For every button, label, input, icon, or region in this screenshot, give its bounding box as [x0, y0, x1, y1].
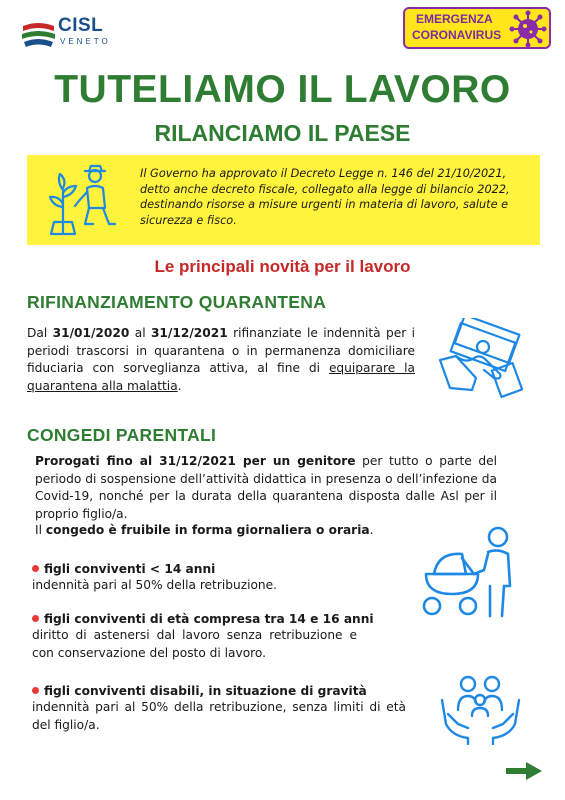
- badge-line1: EMERGENZA: [416, 12, 493, 26]
- bullet-dot: [32, 615, 39, 622]
- page-subtitle: RILANCIAMO IL PAESE: [154, 120, 411, 146]
- bullet-3-title: [32, 684, 367, 698]
- logo-name: CISL: [58, 15, 104, 36]
- q-underlined: equiparare la quarantena alla malattia: [27, 361, 415, 393]
- bullet-2-body: diritto di astenersi dal lavoro senza retribuzione e con conservazione del posto di lavoro.: [32, 628, 357, 660]
- quarantena-heading: RIFINANZIAMENTO QUARANTENA: [27, 292, 327, 312]
- fruibile-pre: Il: [35, 523, 46, 537]
- quarantena-text: [27, 325, 415, 395]
- bullet-1-title: [32, 562, 215, 576]
- q-text-4: .: [177, 378, 182, 393]
- bullet-dot: [32, 687, 39, 694]
- novita-heading: Le principali novità per il lavoro: [154, 257, 411, 276]
- bullet-2-title-text: figli conviventi di età compresa tra 14 e 16 anni: [44, 612, 374, 626]
- bullet-3-body: indennità pari al 50% della retribuzione, senza limiti di età del figlio/a.: [32, 700, 406, 732]
- bullet-3-title-text: figli conviventi disabili, in situazione di gravità: [44, 684, 367, 698]
- worker-plant-icon: [45, 162, 120, 240]
- intro-text: Il Governo ha approvato il Decreto Legge n. 146 del 21/10/2021, detto anche decreto fiscale, collegato alla legge di bilancio 2022, destinando risorse a misure urgenti in materia di lavoro, salute e sicurezza e fisco.: [140, 167, 510, 227]
- fruibile-post: .: [369, 523, 374, 537]
- stroller-parent-icon: [418, 524, 526, 620]
- q-text-1: Dal: [27, 326, 53, 340]
- congedi-heading: CONGEDI PARENTALI: [27, 425, 217, 445]
- bullet-dot: [32, 565, 39, 572]
- family-care-icon: [438, 670, 523, 745]
- q-text-3: rifinanziate le indennità per i periodi trascorsi in quarantena o in permanenza domiciliare fiduciaria con sorveglianza attiva, al fine di: [27, 326, 415, 375]
- badge-line2: CORONAVIRUS: [412, 28, 502, 42]
- q-date-to: 31/12/2021: [150, 326, 228, 340]
- arrow-right-icon[interactable]: [506, 762, 542, 780]
- page-title: TUTELIAMO IL LAVORO: [54, 68, 511, 111]
- q-text-2: al: [129, 326, 151, 340]
- money-hand-icon: [436, 318, 531, 398]
- congedi-rest: per tutto o parte del periodo di sospensione dell’attività didattica in presenza o dell’infezione da Covid-19, nonché per la durata della quarantena disposta dalle Asl per il proprio figlio/a.: [35, 454, 497, 521]
- congedi-bold-lead: Prorogati fino al 31/12/2021 per un genitore: [35, 454, 356, 468]
- q-date-from: 31/01/2020: [52, 326, 130, 340]
- bullet-1-title-text: figli conviventi < 14 anni: [44, 562, 216, 576]
- bullet-2-title: [32, 612, 374, 626]
- logo-sub: VENETO: [60, 37, 111, 46]
- bullet-1-body: indennità pari al 50% della retribuzione.: [32, 578, 278, 592]
- congedi-text: [35, 453, 497, 523]
- coronavirus-icon: [508, 10, 548, 48]
- fruibile-bold: congedo è fruibile in forma giornaliera o oraria: [45, 523, 370, 537]
